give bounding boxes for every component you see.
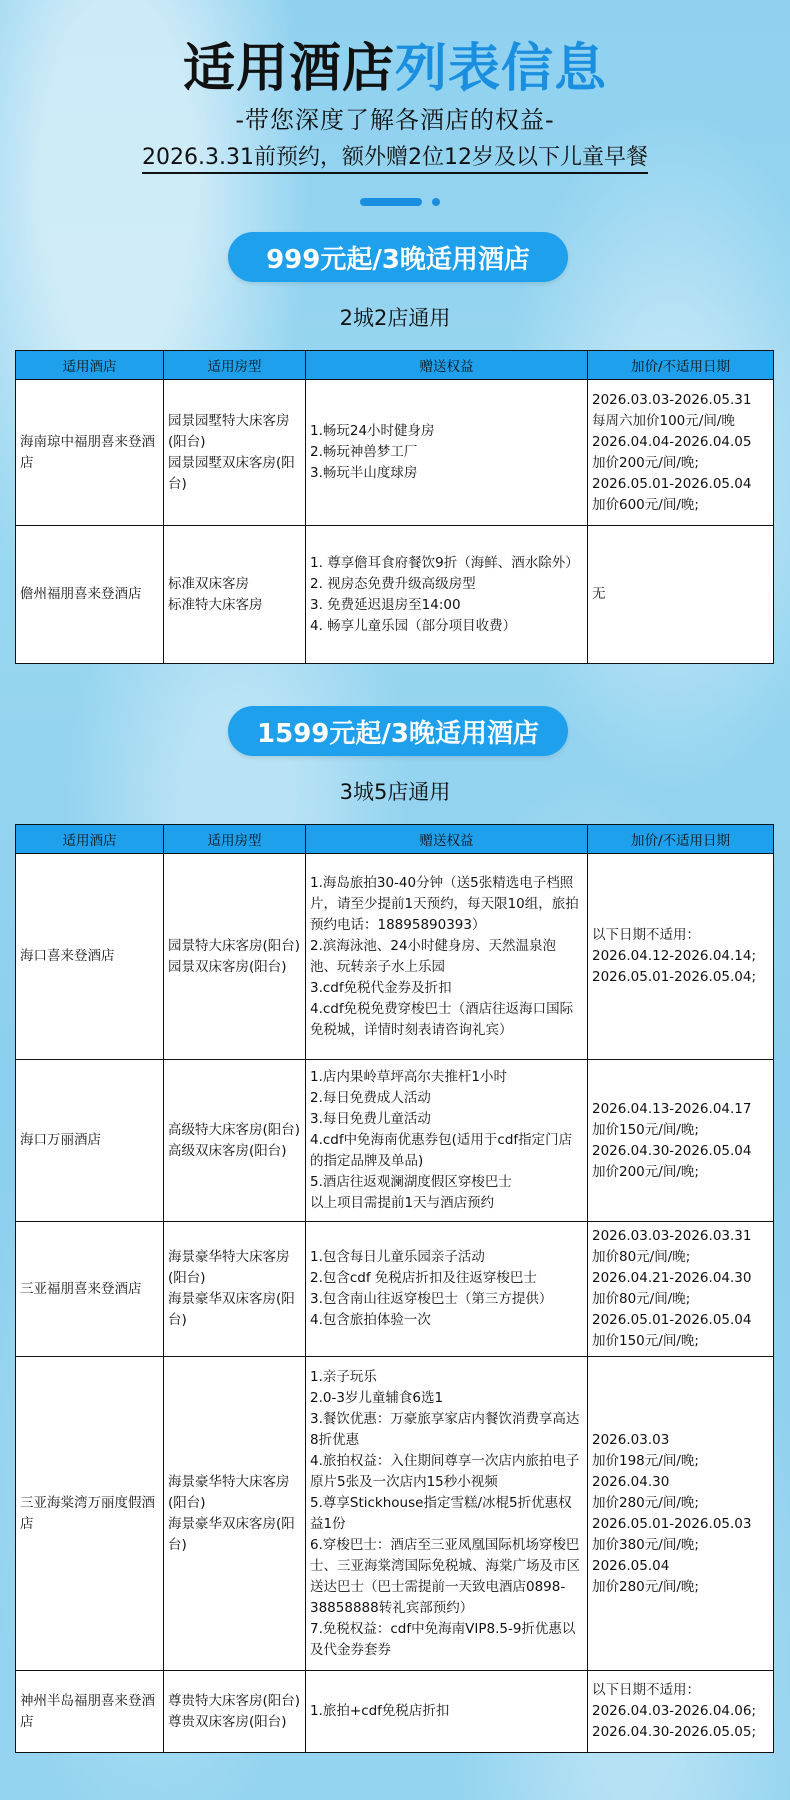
benefit-line: 1. 尊享儋耳食府餐饮9折（海鲜、酒水除外） bbox=[310, 554, 579, 571]
benefit-line: 1.店内果岭草坪高尔夫推杆1小时 bbox=[310, 1069, 507, 1085]
benefit-line: 3.畅玩半山度球房 bbox=[310, 465, 418, 481]
section2-city-tag: 3城5店通用 bbox=[339, 780, 451, 804]
hotel-name-cell: 三亚福朋喜来登酒店 bbox=[16, 1222, 164, 1357]
date-note-line: 加价280元/间/晚; bbox=[592, 1578, 699, 1595]
benefit-cell bbox=[306, 1671, 588, 1753]
room-type-line: 标准特大床客房 bbox=[168, 596, 263, 613]
promo-underline: 2026.3.31前预约，额外赠2位12岁及以下儿童早餐 bbox=[142, 145, 648, 174]
date-note-line: 加价200元/间/晚; bbox=[592, 454, 699, 471]
benefit-line: 2.0-3岁儿童辅食6选1 bbox=[310, 1389, 444, 1406]
date-note-line: 加价80元/间/晚; bbox=[592, 1249, 691, 1265]
date-note-line: 2026.05.01-2026.05.04 bbox=[592, 475, 752, 492]
benefit-line: 4.cdf中免海南优惠券包(适用于cdf指定门店的指定品牌及单品) bbox=[310, 1132, 573, 1169]
date-note-line: 2026.03.03-2026.03.31 bbox=[592, 1228, 752, 1244]
page-title bbox=[0, 26, 790, 101]
benefit-line: 6.穿梭巴士：酒店至三亚凤凰国际机场穿梭巴士、三亚海棠湾国际免税城、海棠广场及市区送达巴士（巴士需提前一天致电酒店0898-38858888转礼宾部预约） bbox=[310, 1536, 580, 1616]
room-type-cell bbox=[164, 854, 306, 1060]
date-note-line: 2026.04.30 bbox=[592, 1473, 670, 1490]
benefit-cell bbox=[306, 1222, 588, 1357]
date-note-line: 2026.05.01-2026.05.03 bbox=[592, 1515, 752, 1532]
room-type-cell bbox=[164, 1357, 306, 1671]
benefit-line: 7.免税权益：cdf中免海南VIP8.5-9折优惠以及代金券套券 bbox=[310, 1620, 576, 1658]
section2-pill: 1599元起/3晚适用酒店 bbox=[228, 706, 568, 756]
date-note-cell bbox=[588, 1671, 774, 1753]
room-type-line: 园景双床客房(阳台) bbox=[168, 958, 287, 975]
date-note-cell bbox=[588, 380, 774, 526]
date-note-line: 加价150元/间/晚; bbox=[592, 1333, 699, 1349]
benefit-line: 4. 畅享儿童乐园（部分项目收费） bbox=[310, 617, 517, 634]
hotel-name-cell: 儋州福朋喜来登酒店 bbox=[16, 526, 164, 664]
table-row bbox=[16, 380, 774, 526]
date-note-line: 2026.05.01-2026.05.04; bbox=[592, 969, 757, 985]
date-note-line: 2026.05.01-2026.05.04 bbox=[592, 1312, 752, 1328]
benefit-cell bbox=[306, 380, 588, 526]
benefit-line: 5.酒店往返观澜湖度假区穿梭巴士 bbox=[310, 1174, 512, 1190]
hotel-table-2 bbox=[15, 824, 774, 1753]
date-note-line: 以下日期不适用： bbox=[592, 1682, 700, 1698]
benefit-line: 2. 视房态免费升级高级房型 bbox=[310, 575, 476, 592]
benefit-line: 4.包含旅拍体验一次 bbox=[310, 1312, 431, 1328]
table-row bbox=[16, 854, 774, 1060]
benefit-line: 2.畅玩神兽梦工厂 bbox=[310, 444, 418, 460]
date-note-cell bbox=[588, 526, 774, 664]
benefit-line: 4.cdf免税免费穿梭巴士（酒店往返海口国际免税城，详情时刻表请咨询礼宾） bbox=[310, 1000, 574, 1038]
col-header-dates: 加价/不适用日期 bbox=[588, 825, 774, 854]
benefit-line: 3. 免费延迟退房至14:00 bbox=[310, 596, 461, 613]
table-row bbox=[16, 1357, 774, 1671]
subtitle: -带您深度了解各酒店的权益- bbox=[235, 106, 555, 134]
date-note-line: 2026.04.21-2026.04.30 bbox=[592, 1270, 752, 1286]
date-note-line: 无 bbox=[592, 586, 606, 602]
hotel-name-cell: 海南琼中福朋喜来登酒店 bbox=[16, 380, 164, 526]
date-note-line: 2026.03.03 bbox=[592, 1431, 670, 1448]
room-type-line: 园景园墅特大床客房(阳台) bbox=[168, 412, 290, 450]
date-note-line: 2026.04.13-2026.04.17 bbox=[592, 1100, 752, 1117]
date-note-cell bbox=[588, 1357, 774, 1671]
date-note-line: 以下日期不适用： bbox=[592, 927, 700, 943]
room-type-cell bbox=[164, 1222, 306, 1357]
benefit-line: 以上项目需提前1天与酒店预约 bbox=[310, 1195, 495, 1211]
date-note-line: 2026.04.12-2026.04.14; bbox=[592, 948, 757, 964]
table-row bbox=[16, 1060, 774, 1222]
room-type-line: 尊贵双床客房(阳台) bbox=[168, 1713, 287, 1730]
hotel-name-cell: 三亚海棠湾万丽度假酒店 bbox=[16, 1357, 164, 1671]
table-row bbox=[16, 526, 774, 664]
benefit-line: 3.餐饮优惠：万豪旅享家店内餐饮消费享高达8折优惠 bbox=[310, 1410, 580, 1448]
benefit-line: 1.亲子玩乐 bbox=[310, 1368, 377, 1385]
benefit-line: 1.旅拍+cdf免税店折扣 bbox=[310, 1703, 450, 1719]
col-header-dates: 加价/不适用日期 bbox=[588, 351, 774, 380]
benefit-cell bbox=[306, 854, 588, 1060]
benefit-line: 3.每日免费儿童活动 bbox=[310, 1111, 431, 1127]
benefit-line: 5.尊享Stickhouse指定雪糕/冰棍5折优惠权益1份 bbox=[310, 1494, 572, 1532]
section1-city-tag: 2城2店通用 bbox=[339, 306, 451, 330]
title-part2: 列表信息 bbox=[395, 39, 608, 99]
date-note-line: 加价380元/间/晚; bbox=[592, 1536, 699, 1553]
benefit-line: 2.包含cdf 免税店折扣及往返穿梭巴士 bbox=[310, 1270, 537, 1286]
title-part1: 适用酒店 bbox=[182, 39, 395, 99]
col-header-benefits: 赠送权益 bbox=[306, 825, 588, 854]
room-type-line: 海景豪华双床客房(阳台) bbox=[168, 1515, 295, 1553]
date-note-line: 加价150元/间/晚; bbox=[592, 1121, 699, 1138]
decorative-dash bbox=[360, 198, 422, 206]
col-header-hotel: 适用酒店 bbox=[16, 351, 164, 380]
hotel-table-1 bbox=[15, 350, 774, 664]
col-header-room: 适用房型 bbox=[164, 825, 306, 854]
room-type-line: 海景豪华特大床客房(阳台) bbox=[168, 1473, 290, 1511]
benefit-cell bbox=[306, 526, 588, 664]
date-note-line: 加价80元/间/晚; bbox=[592, 1291, 691, 1307]
date-note-cell bbox=[588, 1222, 774, 1357]
date-note-line: 加价200元/间/晚; bbox=[592, 1163, 699, 1180]
date-note-line: 加价198元/间/晚; bbox=[592, 1452, 699, 1469]
col-header-room: 适用房型 bbox=[164, 351, 306, 380]
benefit-line: 2.每日免费成人活动 bbox=[310, 1090, 431, 1106]
date-note-line: 加价600元/间/晚; bbox=[592, 496, 699, 513]
room-type-line: 标准双床客房 bbox=[168, 575, 249, 592]
hotel-name-cell: 神州半岛福朋喜来登酒店 bbox=[16, 1671, 164, 1753]
table-header-row bbox=[16, 351, 774, 380]
room-type-cell bbox=[164, 1671, 306, 1753]
date-note-line: 2026.04.30-2026.05.04 bbox=[592, 1142, 752, 1159]
room-type-cell bbox=[164, 1060, 306, 1222]
date-note-cell bbox=[588, 854, 774, 1060]
benefit-line: 3.包含南山往返穿梭巴士（第三方提供） bbox=[310, 1291, 553, 1307]
table-row bbox=[16, 1222, 774, 1357]
benefit-cell bbox=[306, 1060, 588, 1222]
col-header-hotel: 适用酒店 bbox=[16, 825, 164, 854]
room-type-line: 园景特大床客房(阳台) bbox=[168, 937, 301, 954]
benefit-line: 3.cdf免税代金券及折扣 bbox=[310, 979, 452, 996]
hotel-name-cell: 海口喜来登酒店 bbox=[16, 854, 164, 1060]
room-type-line: 园景园墅双床客房(阳台) bbox=[168, 454, 295, 492]
room-type-line: 高级双床客房(阳台) bbox=[168, 1142, 287, 1159]
table-header-row bbox=[16, 825, 774, 854]
table-row bbox=[16, 1671, 774, 1753]
date-note-line: 2026.05.04 bbox=[592, 1557, 670, 1574]
col-header-benefits: 赠送权益 bbox=[306, 351, 588, 380]
room-type-line: 尊贵特大床客房(阳台) bbox=[168, 1692, 301, 1709]
benefit-line: 4.旅拍权益：入住期间尊享一次店内旅拍电子原片5张及一次店内15秒小视频 bbox=[310, 1452, 580, 1490]
room-type-cell bbox=[164, 526, 306, 664]
promo-text bbox=[0, 140, 790, 171]
hotel-name-cell: 海口万丽酒店 bbox=[16, 1060, 164, 1222]
benefit-line: 1.海岛旅拍30-40分钟（送5张精选电子档照片，请至少提前1天预约，每天限10组，旅拍预约电话：18895890393） bbox=[310, 874, 579, 933]
benefit-line: 2.滨海泳池、24小时健身房、天然温泉泡池、玩转亲子水上乐园 bbox=[310, 937, 557, 975]
room-type-line: 高级特大床客房(阳台) bbox=[168, 1121, 301, 1138]
date-note-line: 2026.03.03-2026.05.31 bbox=[592, 391, 752, 408]
date-note-cell bbox=[588, 1060, 774, 1222]
date-note-line: 每周六加价100元/间/晚 bbox=[592, 412, 735, 429]
room-type-cell bbox=[164, 380, 306, 526]
section1-pill: 999元起/3晚适用酒店 bbox=[228, 232, 568, 282]
date-note-line: 加价280元/间/晚; bbox=[592, 1494, 699, 1511]
date-note-line: 2026.04.03-2026.04.06; bbox=[592, 1703, 757, 1719]
decorative-dot bbox=[432, 198, 440, 206]
date-note-line: 2026.04.04-2026.04.05 bbox=[592, 433, 752, 450]
benefit-line: 1.畅玩24小时健身房 bbox=[310, 423, 435, 439]
room-type-line: 海景豪华双床客房(阳台) bbox=[168, 1291, 295, 1328]
date-note-line: 2026.04.30-2026.05.05; bbox=[592, 1724, 757, 1740]
benefit-cell bbox=[306, 1357, 588, 1671]
benefit-line: 1.包含每日儿童乐园亲子活动 bbox=[310, 1249, 485, 1265]
room-type-line: 海景豪华特大床客房(阳台) bbox=[168, 1249, 290, 1286]
